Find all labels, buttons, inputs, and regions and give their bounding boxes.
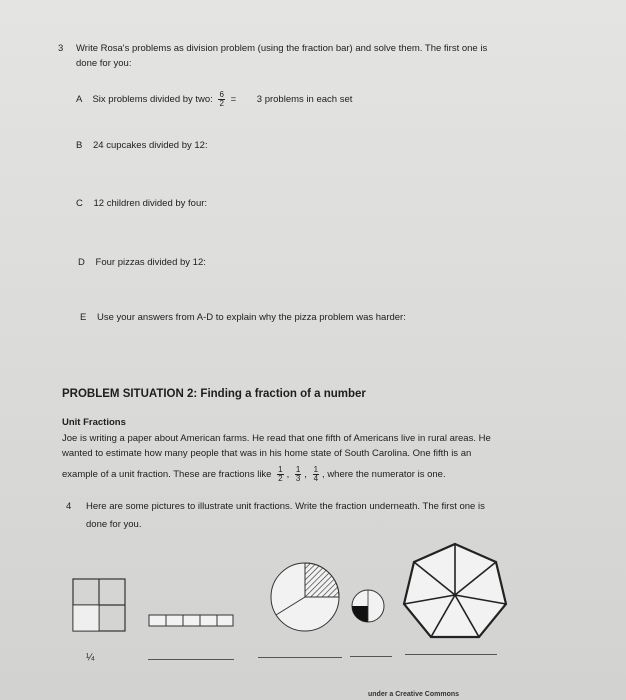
part-a-fraction <box>218 91 224 108</box>
part-a <box>76 91 352 108</box>
part-e-text: Use your answers from A-D to explain why the pizza problem was harder: <box>96 312 406 323</box>
paragraph-line1: Joe is writing a paper about American farms. He read that one fifth of Americans live in rural areas. He <box>62 433 491 444</box>
first-answer: ¼ <box>86 652 95 663</box>
separator-3: , <box>322 469 325 481</box>
answer-blank-4[interactable] <box>350 656 392 657</box>
part-a-denominator: 2 <box>219 99 224 108</box>
quarters-square-figure <box>72 578 128 634</box>
part-d <box>78 256 206 269</box>
paragraph-line3 <box>62 466 446 483</box>
part-b-letter: B <box>76 140 83 151</box>
paragraph-line2: wanted to estimate how many people that was in his home state of South Carolina. One fifth is an <box>62 448 472 459</box>
part-d-text: Four pizzas divided by 12: <box>95 257 206 268</box>
quarter-circle-figure <box>350 588 386 624</box>
unit-fraction-half-den: 2 <box>278 474 283 483</box>
section-subtitle: Unit Fractions <box>62 417 126 428</box>
question-4-line2: done for you. <box>86 519 142 530</box>
part-c-letter: C <box>76 198 83 209</box>
answer-blank-3[interactable] <box>258 657 342 658</box>
paragraph-line3-before: example of a unit fraction. These are fractions like <box>62 469 272 481</box>
part-a-letter: A <box>76 94 82 106</box>
part-a-text: Six problems divided by two: <box>92 94 213 106</box>
paragraph-line3-after: where the numerator is one. <box>327 469 446 481</box>
footer-license: under a Creative Commons <box>368 691 460 698</box>
heptagon-figure <box>400 540 510 640</box>
unit-fraction-quarter <box>313 466 319 483</box>
answer-blank-2[interactable] <box>148 659 234 660</box>
hatched-circle-figure <box>268 560 342 634</box>
section-title: PROBLEM SITUATION 2: Finding a fraction of a number <box>62 388 366 400</box>
answer-blank-5[interactable] <box>405 654 497 655</box>
unit-fraction-half <box>277 466 283 483</box>
part-e <box>80 311 406 324</box>
question-3-number: 3 <box>58 43 64 54</box>
fifths-bar-figure <box>148 614 236 628</box>
unit-fraction-half-num: 1 <box>278 465 283 474</box>
part-a-equals: = <box>230 94 237 106</box>
unit-fraction-quarter-num: 1 <box>313 465 319 474</box>
question-4-number: 4 <box>66 501 72 512</box>
unit-fraction-third-num: 1 <box>295 465 301 474</box>
unit-fraction-third-den: 3 <box>295 474 301 483</box>
part-d-letter: D <box>78 257 85 268</box>
part-c-text: 12 children divided by four: <box>93 198 208 209</box>
separator-1: , <box>286 469 290 481</box>
part-c <box>76 197 207 210</box>
part-b-text: 24 cupcakes divided by 12: <box>92 140 208 151</box>
separator-2: , <box>304 469 307 481</box>
question-3-instructions-line1: Write Rosa's problems as division problem (using the fraction bar) and solve them. The first one is <box>76 43 488 54</box>
question-3-instructions-line2: done for you: <box>76 58 132 69</box>
part-e-letter: E <box>80 312 87 323</box>
question-4-line1: Here are some pictures to illustrate unit fractions. Write the fraction underneath. The first one is <box>86 501 485 512</box>
part-a-answer: 3 problems in each set <box>256 94 353 106</box>
part-a-numerator: 6 <box>219 90 224 99</box>
part-b <box>76 139 208 152</box>
unit-fraction-quarter-den: 4 <box>313 474 319 483</box>
unit-fraction-third <box>295 466 301 483</box>
